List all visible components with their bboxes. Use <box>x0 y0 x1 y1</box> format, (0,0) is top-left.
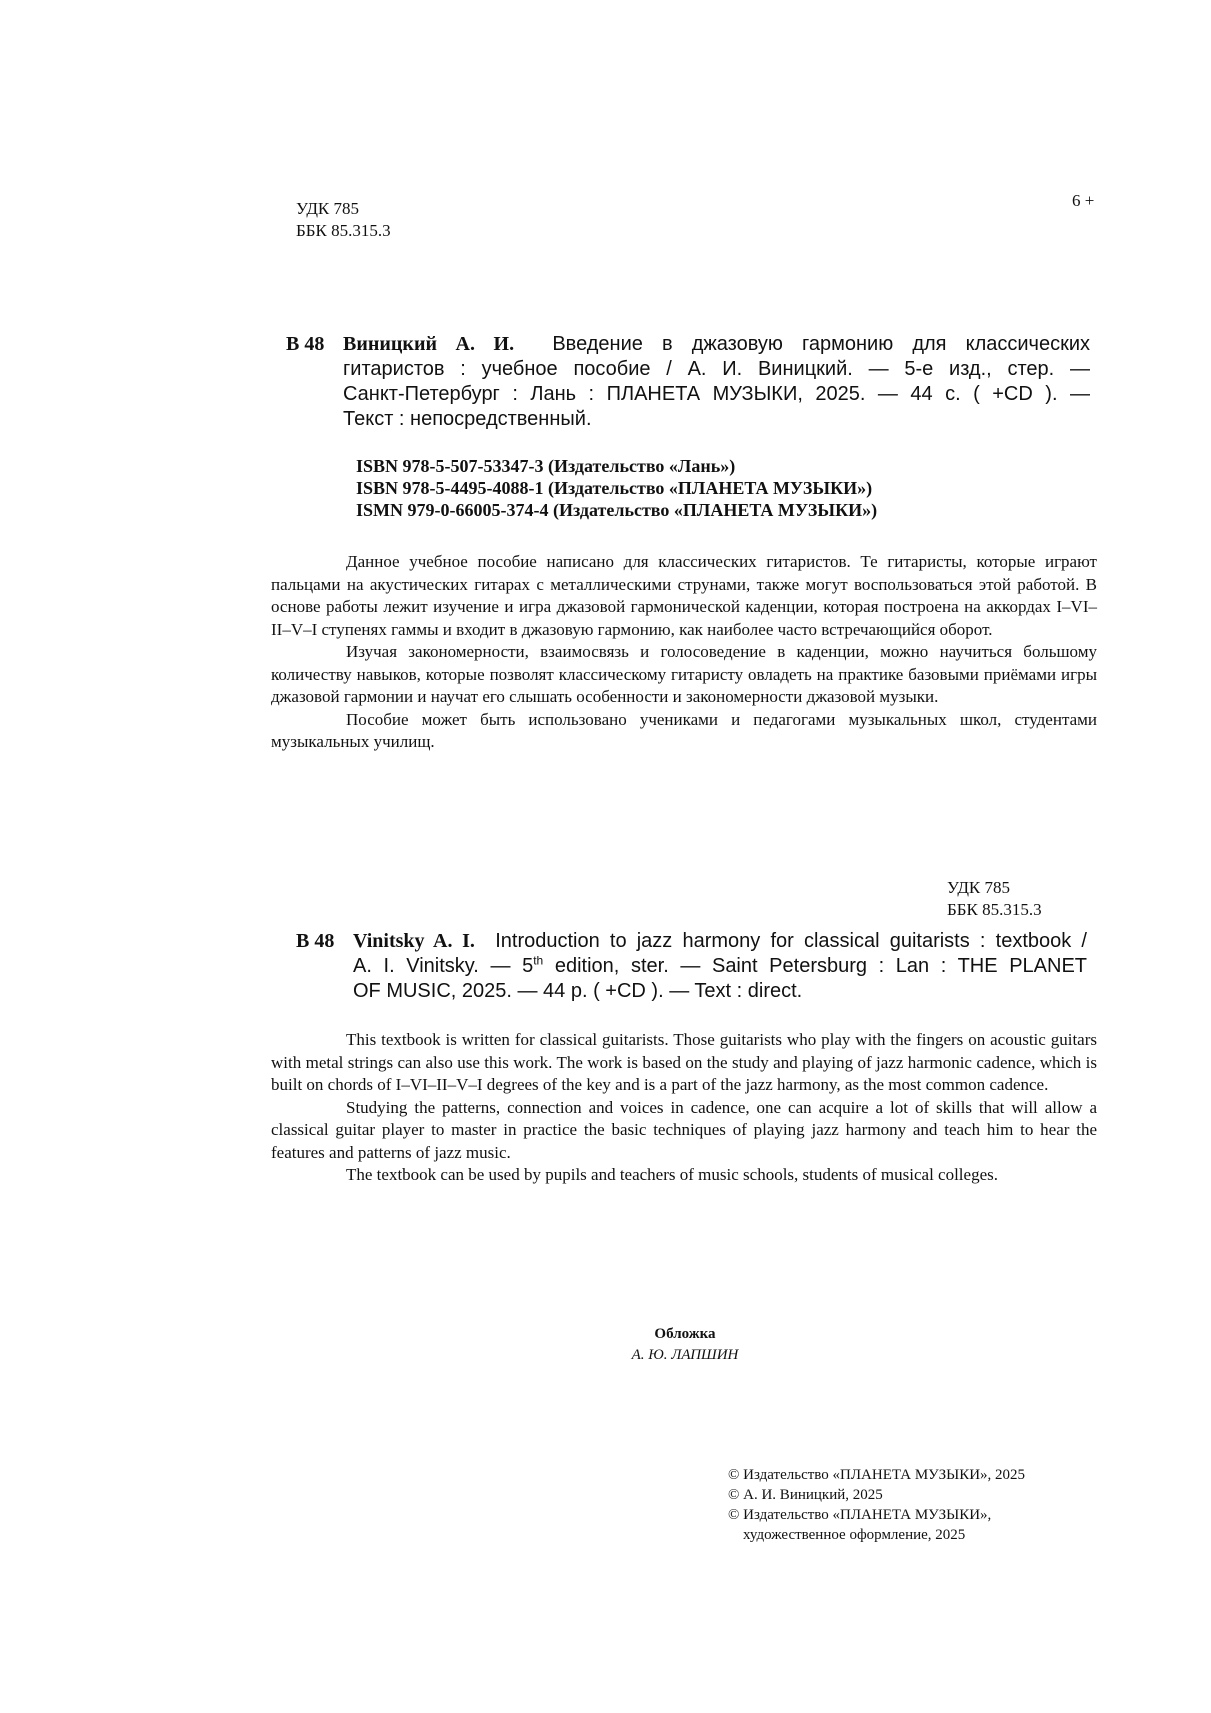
author-mark-en: В 48 <box>296 930 335 952</box>
entry-title-ru: Введение в джазовую гармонию для классических <box>552 333 1090 355</box>
isbn-line: ISBN 978-5-4495-4088-1 (Издательство «ПЛАНЕТА МУЗЫКИ») <box>356 478 873 498</box>
bibliographic-entry-ru <box>343 332 1090 432</box>
entry-line: Текст : непосредственный. <box>343 408 592 430</box>
abstract-paragraph: Studying the patterns, connection and voices in cadence, one can acquire a lot of skills that will allow a classical guitar player to master in practice the basic techniques of playing jazz harmony and teach him to hear the features and patterns of jazz music. <box>271 1097 1097 1162</box>
abstract-paragraph: The textbook can be used by pupils and teachers of music schools, students of musical colleges. <box>346 1165 998 1184</box>
isbn-line: ISBN 978-5-507-53347-3 (Издательство «Лань») <box>356 456 736 476</box>
copyright-line: © Издательство «ПЛАНЕТА МУЗЫКИ», <box>728 1507 992 1523</box>
copyright-line: художественное оформление, 2025 <box>743 1527 966 1543</box>
entry-line <box>343 332 1090 357</box>
cover-label: Обложка <box>654 1326 716 1342</box>
entry-title-en: Introduction to jazz harmony for classical guitarists : textbook / <box>495 930 1087 952</box>
entry-line: гитаристов : учебное пособие / А. И. Виницкий. — 5-е изд., стер. — <box>343 358 1090 380</box>
abstract-paragraph: This textbook is written for classical guitarists. Those guitarists who play with the fingers on acoustic guitars with metal strings can also use this work. The work is based on the study and playing of jazz harmonic cadence, which is built on chords of I–VI–II–V–I degrees of the key and is a part of the jazz harmony, as the most common cadence. <box>271 1030 1097 1094</box>
cover-designer: А. Ю. ЛАПШИН <box>631 1347 739 1363</box>
udk-code: УДК 785 <box>947 878 1011 897</box>
classification-bottom <box>947 877 1042 921</box>
isbn-block <box>356 455 877 521</box>
author-name-en: Vinitsky A. I. <box>353 930 475 952</box>
classification-top <box>296 198 391 242</box>
entry-line: OF MUSIC, 2025. — 44 p. ( +CD ). — Text : direct. <box>353 980 803 1002</box>
entry-text: edition, ster. — Saint Petersburg : Lan : THE PLANET <box>543 955 1087 977</box>
entry-line: Санкт-Петербург : Лань : ПЛАНЕТА МУЗЫКИ, 2025. — 44 с. ( +CD ). — <box>343 383 1090 405</box>
ordinal-suffix: th <box>533 953 544 968</box>
bibliographic-entry-en <box>353 929 1087 1004</box>
abstract-en <box>271 1029 1097 1187</box>
copyright-line: © Издательство «ПЛАНЕТА МУЗЫКИ», 2025 <box>728 1467 1026 1483</box>
bbk-code: ББК 85.315.3 <box>947 900 1042 919</box>
ismn-line: ISMN 979-0-66005-374-4 (Издательство «ПЛАНЕТА МУЗЫКИ») <box>356 500 878 520</box>
bbk-code: ББК 85.315.3 <box>296 221 391 240</box>
cover-credit <box>560 1324 810 1366</box>
udk-code: УДК 785 <box>296 199 360 218</box>
author-name-ru: Виницкий А. И. <box>343 333 515 355</box>
abstract-paragraph: Данное учебное пособие написано для классических гитаристов. Те гитаристы, которые играют пальцами на акустических гитарах с металлическими струнами, также могут воспользоваться этой работой. В основе работы лежит изучение и игра джазовой гармонической каденции, которая построена на аккордах I–VI–II–V–I ступенях гаммы и входит в джазовую гармонию, как наиболее часто встречающийся оборот. <box>271 552 1097 639</box>
age-rating: 6 + <box>1072 191 1095 210</box>
copyright-line: © А. И. Виницкий, 2025 <box>728 1487 883 1503</box>
entry-line <box>353 929 1087 954</box>
abstract-ru <box>271 551 1097 754</box>
entry-text: A. I. Vinitsky. — 5 <box>353 955 534 977</box>
abstract-paragraph: Изучая закономерности, взаимосвязь и голосоведение в каденции, можно научиться большому количеству навыков, которые позволят классическому гитаристу овладеть на практике базовыми приёмами игры джазовой гармонии и научат его слышать особенности и закономерности джазовой музыки. <box>271 642 1097 706</box>
copyright-block <box>728 1465 1025 1545</box>
entry-line <box>353 954 1087 979</box>
abstract-paragraph: Пособие может быть использовано учениками и педагогами музыкальных школ, студентами музыкальных училищ. <box>271 709 1097 751</box>
author-mark-ru: В 48 <box>286 333 325 355</box>
